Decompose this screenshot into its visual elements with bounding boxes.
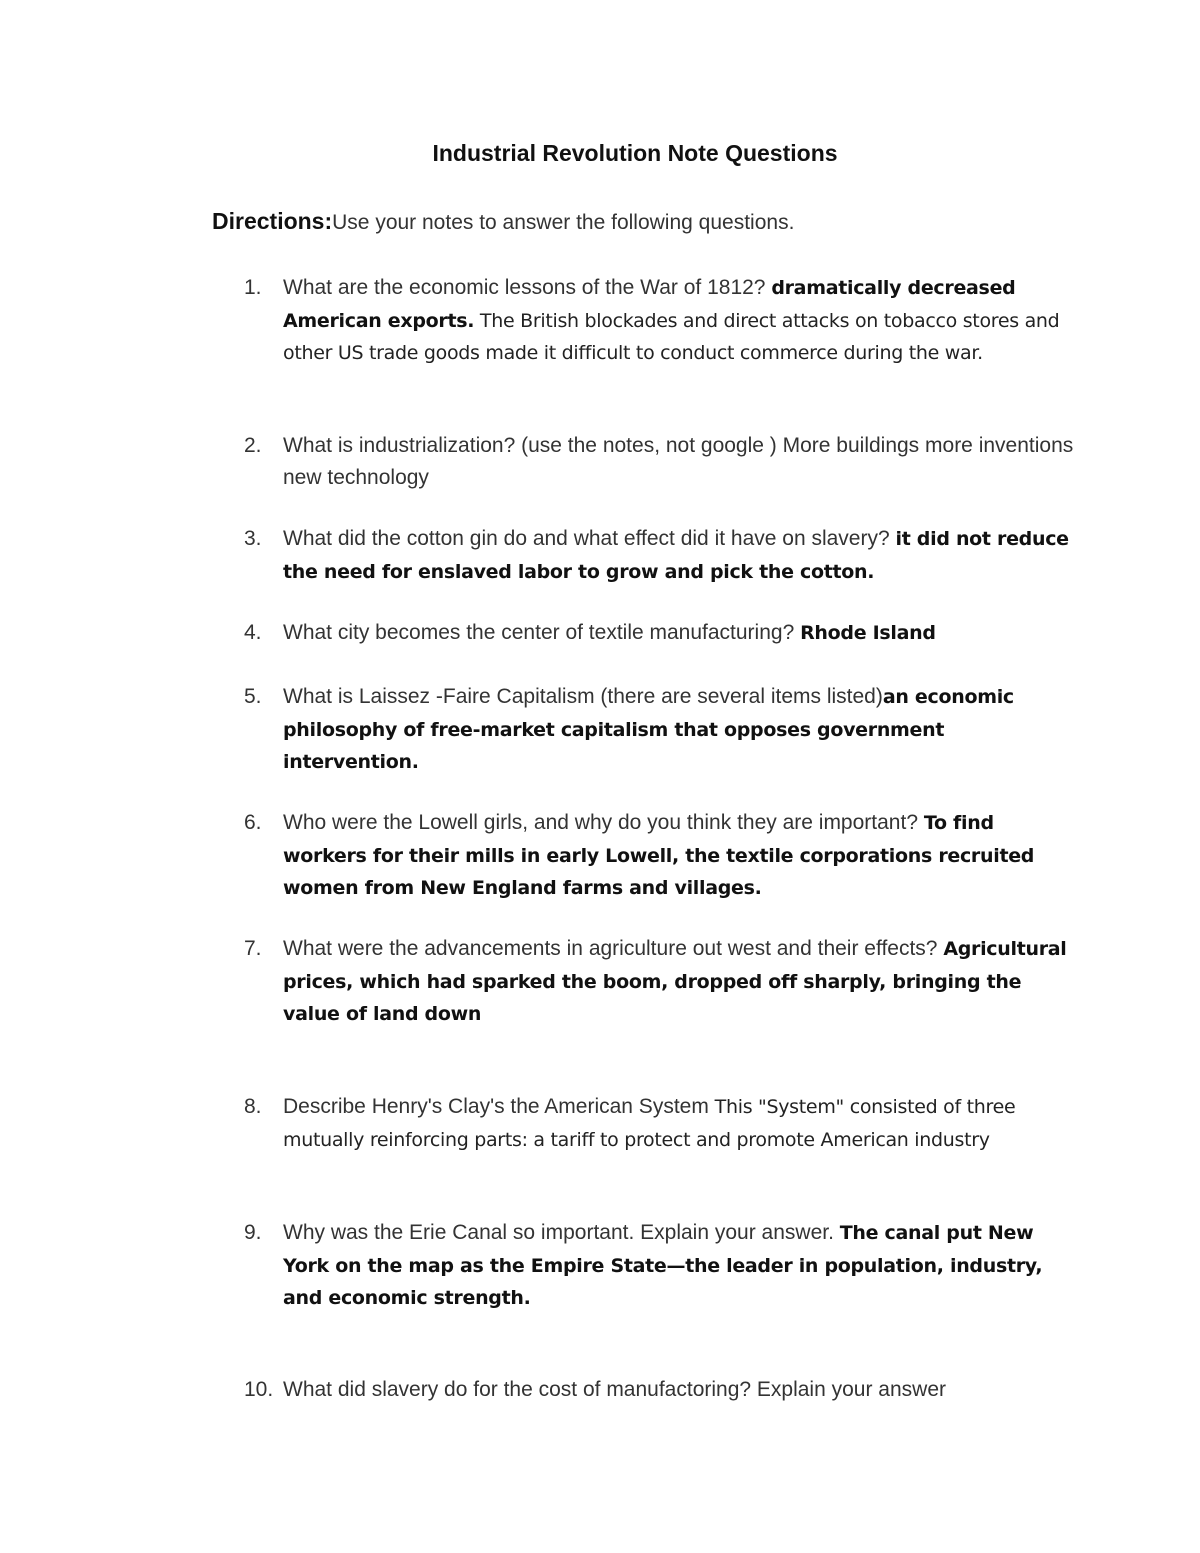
answer-bold-text: an economic philosophy of free-market capitalism that opposes government intervention. [283,686,1014,773]
question-item-7 [244,933,1074,1031]
question-number: 7. [244,937,262,960]
question-text: What is industrialization? (use the notes, not google ) More buildings more inventions new technology [283,434,1074,489]
question-number: 4. [244,621,262,644]
question-text: What city becomes the center of textile manufacturing? [283,621,801,644]
question-item-2 [244,430,1074,494]
question-number: 2. [244,434,262,457]
question-number: 10. [244,1378,274,1401]
question-text: Who were the Lowell girls, and why do you think they are important? [283,811,924,834]
directions-text: Use your notes to answer the following questions. [332,211,795,234]
question-item-4 [244,617,1074,650]
answer-bold-text: To find workers for their mills in early Lowell, the textile corporations recruited women from New England farms and villages. [283,812,1035,899]
question-number: 6. [244,811,262,834]
question-number: 1. [244,276,262,299]
question-item-6 [244,807,1074,905]
question-number: 8. [244,1095,262,1118]
question-item-9 [244,1217,1074,1315]
question-text: Why was the Erie Canal so important. Explain your answer. [283,1221,840,1244]
question-text: What is Laissez -Faire Capitalism (there are several items listed) [283,685,883,708]
answer-bold-text: it did not reduce the need for enslaved labor to grow and pick the cotton. [283,528,1069,583]
question-item-3 [244,523,1074,588]
question-text: What were the advancements in agriculture out west and their effects? [283,937,944,960]
directions [212,208,794,235]
question-item-5 [244,681,1074,779]
question-item-8 [244,1091,1074,1156]
answer-bold-text: Agricultural prices, which had sparked the boom, dropped off sharply, bringing the value of land down [283,938,1067,1025]
answer-text: This "System" consisted of three mutually reinforcing parts: a tariff to protect and promote American industry [283,1096,1016,1151]
question-number: 3. [244,527,262,550]
question-item-10 [244,1374,1074,1407]
answer-bold-text: dramatically decreased American exports. [283,277,1016,332]
directions-label: Directions: [212,208,333,234]
question-number: 9. [244,1221,262,1244]
answer-bold-text: The canal put New York on the map as the Empire State—the leader in population, industry, and economic strength. [283,1222,1043,1309]
question-text: What did slavery do for the cost of manufactoring? Explain your answer [283,1378,946,1401]
question-item-1 [244,272,1074,370]
answer-text: The British blockades and direct attacks on tobacco stores and other US trade goods made it difficult to conduct commerce during the war. [283,309,1060,364]
question-text: What are the economic lessons of the War of 1812? [283,276,772,299]
page-title: Industrial Revolution Note Questions [432,140,838,166]
question-text: What did the cotton gin do and what effect did it have on slavery? [283,527,896,550]
question-text: Describe Henry's Clay's the American System [283,1095,715,1118]
question-number: 5. [244,685,262,708]
answer-bold-text: Rhode Island [800,622,936,644]
